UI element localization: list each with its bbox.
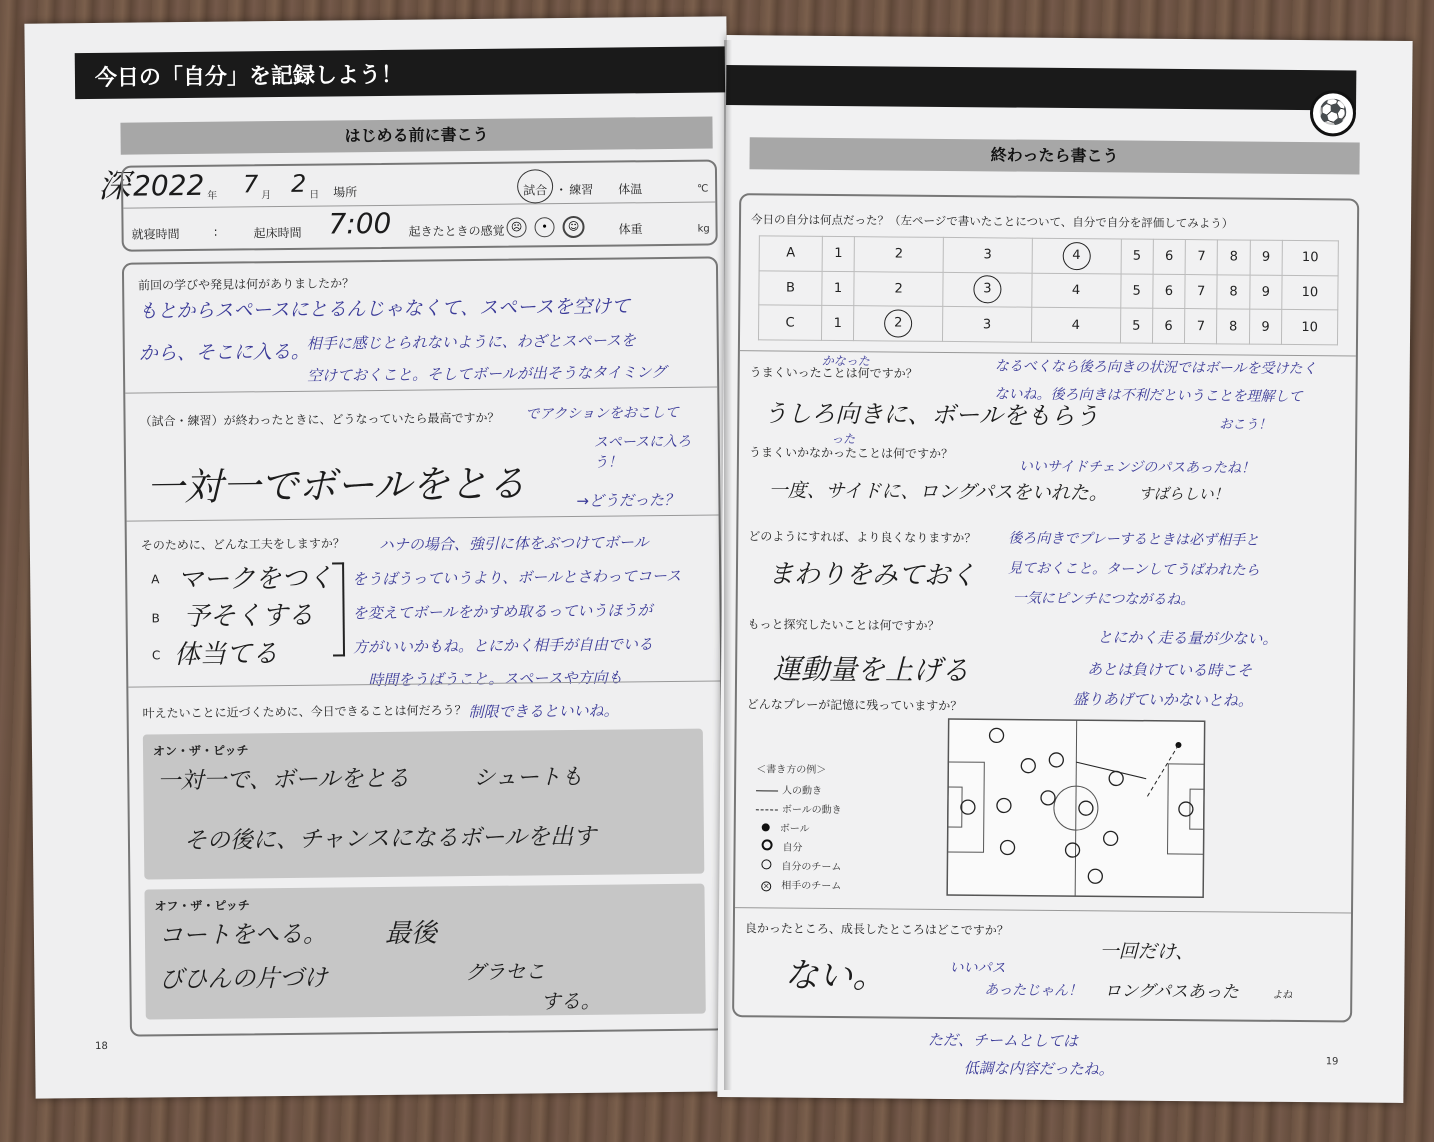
rating-cell[interactable] xyxy=(854,237,943,272)
legend-ball-move: ボールの動き xyxy=(781,804,842,817)
q6-answer: うしろ向きに、ボールをもらう xyxy=(763,399,1099,431)
rating-value: 5 xyxy=(1132,283,1141,299)
comment2-line2: をうばうっていうより、ボールとさわってコース xyxy=(352,566,682,589)
q6-comment-line2: ないね。後ろ向きは不利だということを理解して xyxy=(994,386,1303,406)
rating-cell[interactable] xyxy=(821,306,854,341)
q9-label: もっと探究したいことは何ですか？ xyxy=(747,617,940,633)
off-pitch-line2b: グラセこ xyxy=(465,959,546,985)
bottom-comment-line2: 低調な内容だったね。 xyxy=(963,1059,1114,1079)
sad-face-icon: ☹ xyxy=(506,217,526,237)
comment2-line4: 方がいいかもね。とにかく相手が自由でいる xyxy=(352,635,654,657)
on-pitch-line1: 一対一で、ボールをとる xyxy=(157,765,410,795)
rating-value: 7 xyxy=(1197,284,1206,300)
match-circle xyxy=(517,169,553,203)
soccer-ball-icon: ⚽ xyxy=(1310,90,1356,136)
q8-answer: まわりをみておく xyxy=(767,559,977,592)
left-page-number: 18 xyxy=(95,1040,108,1053)
rating-cell[interactable] xyxy=(1121,239,1154,274)
legend-player-move: 人の動き xyxy=(782,785,823,797)
rating-table xyxy=(758,235,1339,345)
rating-value: 4 xyxy=(1071,283,1081,299)
bedtime-label: 就寝時間 xyxy=(131,227,180,242)
rating-value-circled: 3 xyxy=(973,276,1001,304)
rating-value: 9 xyxy=(1261,319,1270,335)
rating-value: 10 xyxy=(1301,319,1318,335)
off-pitch-line1b: 最後 xyxy=(384,918,438,949)
q6-label: うまくいったことは何ですか？ xyxy=(749,365,918,381)
q3-item-b: 予そくする xyxy=(183,600,314,633)
q3-label: そのために、どんな工夫をしますか？ xyxy=(140,536,345,553)
rating-cell[interactable] xyxy=(943,307,1032,342)
crossed-circle-icon: × xyxy=(762,881,770,891)
q8-comment-line1: 後ろ向きでプレーするときは必ず相手と xyxy=(1008,530,1260,549)
month-unit: 月 xyxy=(261,190,272,202)
q6-comment-line1: なるべくなら後ろ向きの状況ではボールを受けたく xyxy=(994,358,1317,378)
rating-value-circled: 4 xyxy=(1062,242,1090,270)
rating-cell[interactable] xyxy=(1032,273,1121,308)
wake-time: 7:00 xyxy=(328,206,392,241)
q11-note2: あったじゃん！ xyxy=(984,982,1083,1000)
q6-comment-line3: おこう！ xyxy=(1219,417,1272,433)
margin-mark: 深 xyxy=(97,166,131,205)
rating-value: 1 xyxy=(834,246,843,262)
comment1-line2: 空けておくこと。そしてボールが出そうなタイミング xyxy=(306,363,667,385)
play-legend xyxy=(755,760,936,897)
off-pitch-panel xyxy=(144,884,705,1020)
rating-value: 6 xyxy=(1165,249,1174,265)
rating-row xyxy=(758,305,1337,345)
legend-title: ＜書き方の例＞ xyxy=(756,764,827,776)
q8-comment-line3: 一気にピンチにつながるね。 xyxy=(1012,590,1195,609)
on-pitch-panel xyxy=(143,729,704,880)
q3-key-c: C xyxy=(151,648,161,663)
after-section-band xyxy=(749,137,1359,174)
rating-row-key: C xyxy=(758,305,821,340)
solid-line-icon xyxy=(756,790,778,791)
on-pitch-line1b: シュートも xyxy=(473,764,584,792)
rating-cell[interactable] xyxy=(1153,274,1186,309)
comment1-line4: スペースに入ろう！ xyxy=(593,433,692,471)
q7-comment: いいサイドチェンジのパスあったね！ xyxy=(1018,458,1256,477)
q9-comment-line1: とにかく走る量が少ない。 xyxy=(1097,628,1278,648)
q4-label: 叶えたいことに近づくために、今日できることは何だろう？ xyxy=(142,703,467,721)
q9-answer: 運動量を上げる xyxy=(772,652,970,688)
comment2-line3: を変えてボールをかすめ取るっていうほうが xyxy=(352,601,653,623)
right-page-number: 19 xyxy=(1325,1056,1339,1068)
q2-answer: 一対一でボールをとる xyxy=(146,461,526,510)
rating-value: 10 xyxy=(1301,285,1319,301)
rating-cell[interactable] xyxy=(1217,274,1250,309)
rating-cell[interactable] xyxy=(1282,240,1338,275)
rating-value: 1 xyxy=(833,315,842,331)
feeling-label: 起きたときの感覚 xyxy=(408,223,505,239)
info-box: 2022 年 7 月 2 日 場所 試合 ・ 練習 体温 ℃ 就寝時間 : 起床時間 7:00 起きたときの感覚 ☹ • ☺ 体重 kg xyxy=(121,159,718,251)
weight-unit: kg xyxy=(697,223,710,235)
rating-value: 4 xyxy=(1071,317,1081,333)
rating-cell[interactable] xyxy=(822,236,855,271)
ball-marker xyxy=(1175,742,1181,748)
feeling-faces xyxy=(498,215,584,239)
rating-row xyxy=(759,270,1338,310)
rating-cell[interactable] xyxy=(1120,274,1153,309)
rating-row-key: B xyxy=(759,270,822,305)
rating-value: 8 xyxy=(1229,284,1238,300)
rating-cell[interactable] xyxy=(1281,310,1337,345)
rating-cell[interactable] xyxy=(1217,309,1250,344)
q2-label: （試合・練習）が終わったときに、どうなっていたら最高ですか？ xyxy=(139,410,500,429)
q7-label: うまくいかなかったことは何ですか？ xyxy=(748,445,954,462)
book-spine xyxy=(724,40,732,1090)
q1-label: 前回の学びや発見は何がありましたか？ xyxy=(138,276,355,293)
rating-value: 2 xyxy=(894,246,904,262)
comment2-line6: 制限できるといいね。 xyxy=(468,701,619,722)
off-pitch-label: オフ・ザ・ピッチ xyxy=(154,898,250,914)
bracket xyxy=(332,562,345,656)
date-month: 7 xyxy=(242,170,259,199)
q2-note: →どうだった？ xyxy=(576,490,680,510)
pitch-diagram xyxy=(945,717,1207,899)
black-dot-icon xyxy=(762,823,770,831)
reflection-box xyxy=(732,193,1359,1022)
rating-value: 10 xyxy=(1301,250,1319,266)
rating-cell[interactable] xyxy=(822,271,855,306)
rating-value: 8 xyxy=(1228,319,1238,335)
dashed-line-icon xyxy=(756,809,778,810)
comment2-line1: ハナの場合、強引に体をぶつけてボール xyxy=(378,533,649,555)
place-label: 場所 xyxy=(333,185,358,200)
q1-answer-line2: から、そこに入る。 xyxy=(138,340,310,365)
rating-cell[interactable] xyxy=(1282,275,1338,310)
rating-value: 9 xyxy=(1261,250,1271,266)
rating-cell[interactable] xyxy=(943,237,1032,272)
left-page xyxy=(24,16,737,1098)
double-circle-icon xyxy=(762,839,773,850)
q11-note5: よね xyxy=(1272,989,1293,1001)
rating-cell[interactable] xyxy=(1185,240,1218,275)
rating-value: 9 xyxy=(1261,284,1271,300)
neutral-face-icon: • xyxy=(534,217,554,237)
rating-cell[interactable] xyxy=(1250,240,1283,275)
match-label: 試合 xyxy=(523,183,548,198)
q11-label: 良かったところ、成長したところはどこですか？ xyxy=(744,921,1009,938)
rating-cell[interactable] xyxy=(1031,308,1120,343)
q1-answer-line1: もとからスペースにとるんじゃなくて、スペースを空けて xyxy=(138,295,631,323)
date-year: 2022 xyxy=(132,168,205,203)
rating-value: 6 xyxy=(1164,283,1174,299)
rating-row-key: A xyxy=(759,236,822,271)
q6-overwrite: かなった xyxy=(821,353,870,369)
rating-value: 6 xyxy=(1164,318,1173,334)
temp-unit: ℃ xyxy=(697,183,709,195)
q11-note1: いいパス xyxy=(949,960,1006,977)
rating-value: 2 xyxy=(894,281,903,297)
page-title-band xyxy=(75,46,725,99)
rating-value: 8 xyxy=(1229,249,1239,265)
rating-cell[interactable] xyxy=(854,271,943,306)
comment2-line5: 時間をうばうこと。スペースや方向も xyxy=(368,668,623,690)
q9-comment-line2: あとは負けている時こそ xyxy=(1087,660,1253,680)
rating-value: 3 xyxy=(983,247,992,263)
legend-own-team: 自分のチーム xyxy=(781,861,842,874)
rating-cell[interactable] xyxy=(1152,309,1185,344)
right-header-band xyxy=(726,65,1356,110)
off-pitch-line2: びひんの片づけ xyxy=(159,963,328,994)
rating-cell[interactable] xyxy=(1250,275,1283,310)
q9-comment-line3: 盛りあげていかないとね。 xyxy=(1072,690,1253,710)
rating-cell[interactable] xyxy=(1185,309,1218,344)
before-section-band xyxy=(120,117,712,155)
wake-label: 起床時間 xyxy=(253,225,302,241)
comment1-line3: でアクションをおこして xyxy=(525,404,679,423)
day-unit: 日 xyxy=(309,189,320,201)
q7-answer-note: すばらしい！ xyxy=(1138,484,1229,504)
questions-box xyxy=(122,256,726,1036)
bedtime-colon: : xyxy=(213,224,218,239)
q5-label: 今日の自分は何点だった？（左ページで書いたことについて、自分で自分を評価してみよう） xyxy=(750,212,1234,231)
rating-row xyxy=(759,236,1338,276)
q3-key-a: A xyxy=(151,572,160,587)
q3-item-a: マークをつく xyxy=(177,563,334,596)
temp-label: 体温 xyxy=(618,182,643,197)
legend-self: 自分 xyxy=(782,842,803,854)
rating-cell[interactable] xyxy=(943,272,1032,307)
off-pitch-line3: する。 xyxy=(540,988,601,1014)
rating-cell[interactable] xyxy=(1185,274,1218,309)
rating-cell[interactable] xyxy=(1032,238,1121,273)
rating-value: 7 xyxy=(1197,249,1206,265)
comment1-line1: 相手に感じとられないように、わざとスペースを xyxy=(306,331,637,353)
rating-value-circled: 2 xyxy=(884,310,912,338)
on-pitch-line2: その後に、チャンスになるボールを出す xyxy=(183,823,597,855)
circle-icon xyxy=(761,859,771,869)
q10-label: どんなプレーが記憶に残っていますか？ xyxy=(746,697,963,714)
rating-cell[interactable] xyxy=(1120,308,1153,343)
bottom-comment-line1: ただ、チームとしては xyxy=(927,1030,1078,1051)
happy-face-icon: ☺ xyxy=(562,216,584,238)
legend-ball: ボール xyxy=(779,823,810,835)
rating-value: 5 xyxy=(1132,318,1141,334)
q11-note4: ロングパスあった xyxy=(1104,981,1239,1003)
rating-value: 1 xyxy=(833,280,843,297)
page-title: 今日の「自分」を記録しよう！ xyxy=(94,62,404,91)
rating-cell[interactable] xyxy=(1153,239,1186,274)
date-day: 2 xyxy=(290,169,307,198)
practice-label: 練習 xyxy=(569,182,594,198)
q8-label: どのようにすれば、より良くなりますか？ xyxy=(748,529,977,546)
before-section-title: はじめる前に書こう xyxy=(344,124,489,146)
year-unit: 年 xyxy=(207,190,218,202)
off-pitch-line1: コートをへる。 xyxy=(158,919,328,950)
rating-value: 5 xyxy=(1132,248,1142,264)
legend-opponent: 相手のチーム xyxy=(781,880,842,893)
q11-answer: ない。 xyxy=(784,955,887,997)
weight-label: 体重 xyxy=(618,222,643,237)
q7-answer: 一度、サイドに、ロングパスをいれた。 xyxy=(768,479,1108,505)
q11-note3: 一回だけ、 xyxy=(1099,940,1195,964)
rating-value: 7 xyxy=(1196,318,1206,334)
right-page xyxy=(717,35,1412,1103)
q3-item-c: 体当てる xyxy=(173,639,279,671)
rating-cell[interactable] xyxy=(854,306,943,341)
q7-overwrite: った xyxy=(831,431,856,447)
q8-comment-line2: 見ておくこと。ターンしてうばわれたら xyxy=(1007,560,1260,579)
rating-cell[interactable] xyxy=(1218,240,1251,275)
rating-cell[interactable] xyxy=(1249,309,1282,344)
rating-value: 3 xyxy=(982,316,992,333)
q3-key-b: B xyxy=(151,611,160,626)
after-section-title: 終わったら書こう xyxy=(990,145,1119,166)
on-pitch-label: オン・ザ・ピッチ xyxy=(152,743,249,759)
